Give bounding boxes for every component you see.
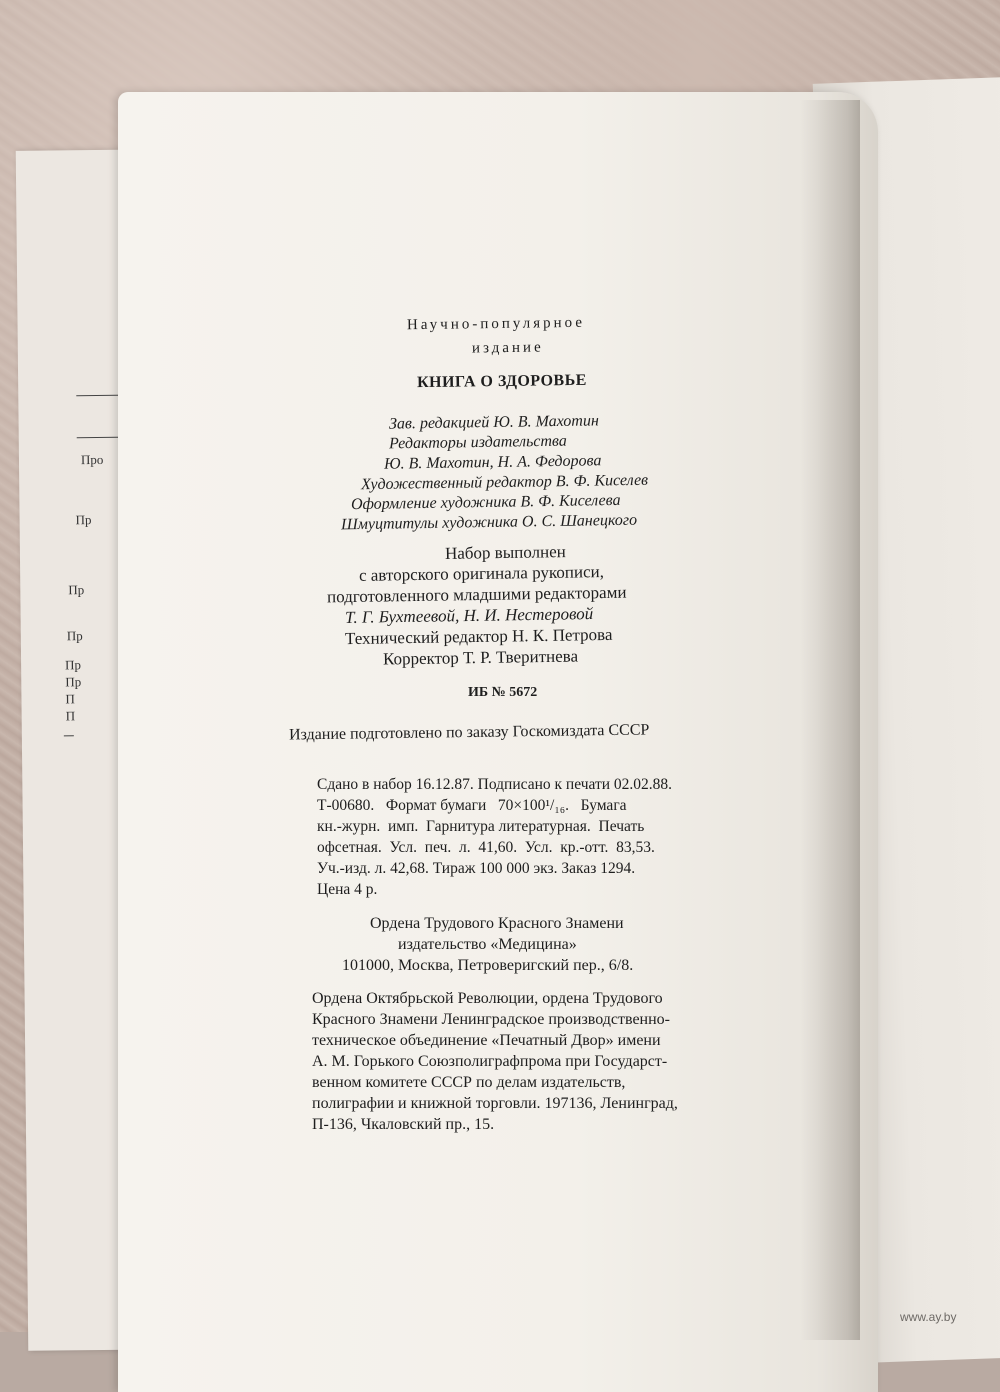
left-page-fragment: Про — [80, 451, 104, 468]
printer-line: венном комитете СССР по делам издательств, — [312, 1074, 626, 1091]
print-detail-line: Т-00680. Формат бумаги 70×100¹/₁₆. Бумага — [317, 797, 627, 814]
typeset-line: Набор выполнен — [444, 542, 566, 563]
typeset-line: Технический редактор Н. К. Петрова — [344, 624, 613, 649]
printer-line: техническое объединение «Печатный Двор» имени — [312, 1032, 661, 1049]
printer-line: Ордена Октябрьской Революции, ордена Трудового — [312, 990, 663, 1007]
print-detail-line: Сдано в набор 16.12.87. Подписано к печати 02.02.88. — [317, 776, 673, 793]
staff-line: Оформление художника В. Ф. Киселева — [350, 491, 621, 514]
printer-line: П-136, Чкаловский пр., 15. — [312, 1116, 495, 1133]
left-page-rule — [64, 735, 74, 736]
typeset-line: Т. Г. Бухтеевой, Н. И. Нестеровой — [344, 604, 594, 627]
left-page-fragment: Пр — [68, 582, 85, 598]
print-detail-line: офсетная. Усл. печ. л. 41,60. Усл. кр.-отт. 83,53. — [317, 839, 655, 856]
staff-line: Зав. редакцией Ю. В. Махотин — [388, 412, 599, 433]
printer-line: Красного Знамени Ленинградское производственно- — [312, 1011, 671, 1028]
left-page-fragment: Пр — [66, 628, 83, 644]
left-page-fragment: Пр — [65, 657, 82, 673]
typeset-line: Корректор Т. Р. Тверитнева — [382, 646, 579, 669]
typeset-line: подготовленного младшими редакторами — [326, 582, 627, 607]
typeset-line: с авторского оригинала рукописи, — [358, 562, 605, 585]
staff-line: Ю. В. Махотин, Н. А. Федорова — [383, 452, 602, 473]
print-detail-line: Уч.-изд. л. 42,68. Тираж 100 000 экз. Заказ 1294. — [317, 860, 636, 877]
left-page-fragment: П — [65, 691, 75, 707]
genre-line-2: издание — [471, 339, 544, 357]
page-curl-shadow — [800, 100, 860, 1340]
genre-line-1: Научно-популярное — [406, 314, 586, 334]
publisher-line: Ордена Трудового Красного Знамени — [370, 915, 624, 932]
staff-line: Художественный редактор В. Ф. Киселев — [360, 471, 649, 494]
book-title: КНИГА О ЗДОРОВЬЕ — [416, 371, 588, 392]
left-page-fragment: Пр — [65, 674, 82, 690]
publisher-line: издательство «Медицина» — [398, 936, 577, 953]
staff-line: Редакторы издательства — [388, 432, 567, 453]
staff-line: Шмуцтитулы художника О. С. Шанецкого — [340, 511, 638, 534]
print-detail-line: Цена 4 р. — [317, 881, 378, 898]
print-detail-line: кн.-журн. имп. Гарнитура литературная. Печать — [317, 818, 645, 835]
imprint-page — [118, 92, 878, 1392]
order-note: Издание подготовлено по заказу Госкомиздата СССР — [288, 721, 650, 744]
ib-number: ИБ № 5672 — [468, 685, 538, 700]
publisher-line: 101000, Москва, Петроверигский пер., 6/8. — [342, 957, 634, 974]
printer-line: А. М. Горького Союзполиграфпрома при Государст- — [312, 1053, 668, 1070]
watermark: www.ay.by — [900, 1310, 957, 1324]
left-page-fragment: Пр — [75, 512, 92, 528]
left-page-fragment: П — [65, 708, 76, 724]
printer-line: полиграфии и книжной торговли. 197136, Ленинград, — [312, 1095, 678, 1112]
